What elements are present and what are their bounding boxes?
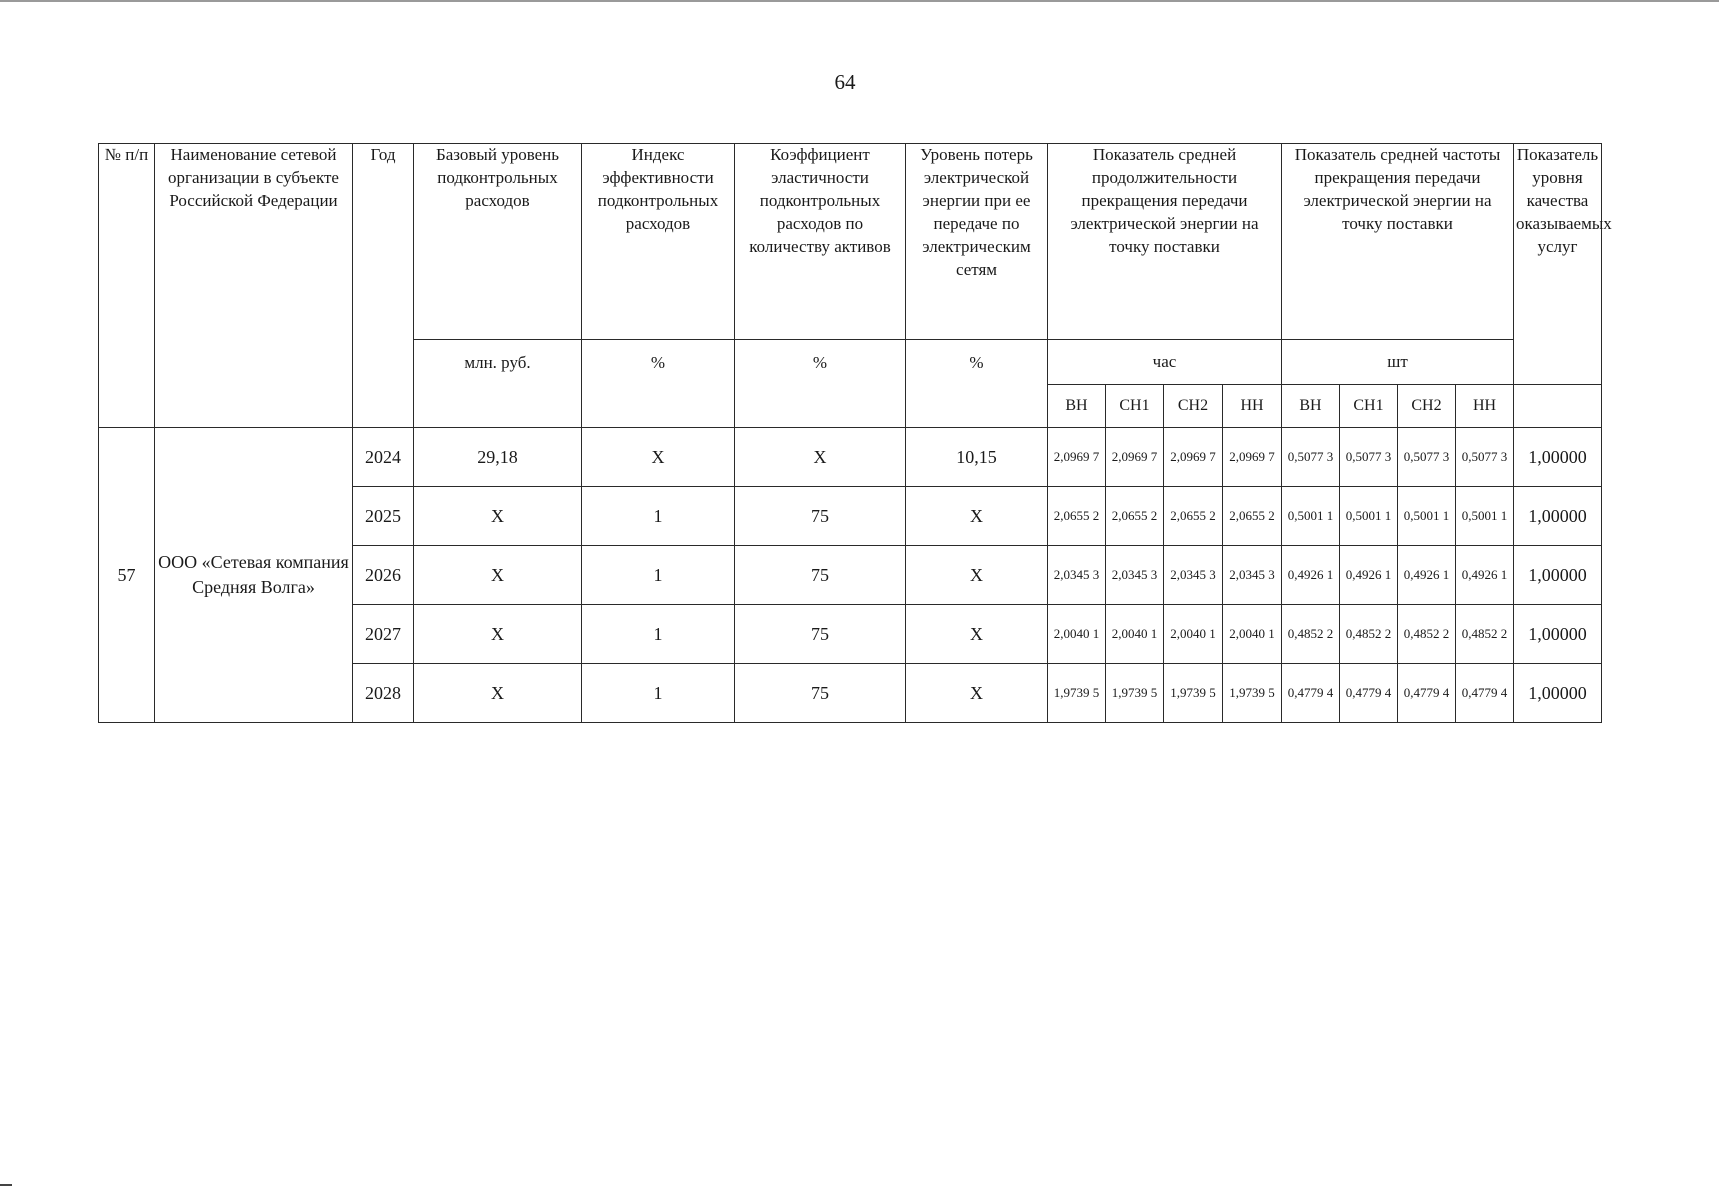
header-row	[99, 144, 1602, 340]
frequency-vn-cell: 0,4852 2	[1282, 605, 1340, 664]
voltage-dur-nn: НН	[1223, 385, 1282, 428]
header-duration-indicator: Показатель средней продолжительности прекращения передачи электрической энергии на точку поставки	[1048, 144, 1282, 340]
duration-sn1-cell: 2,0969 7	[1106, 428, 1164, 487]
header-year: Год	[353, 144, 414, 428]
unit-index: %	[582, 340, 735, 428]
row-number: 57	[99, 428, 155, 723]
index-cell: 1	[582, 546, 735, 605]
frequency-sn2-cell: 0,5077 3	[1398, 428, 1456, 487]
top-rule	[0, 0, 1719, 2]
duration-vn-cell: 2,0655 2	[1048, 487, 1106, 546]
frequency-nn-cell: 0,5077 3	[1456, 428, 1514, 487]
frequency-sn1-cell: 0,4852 2	[1340, 605, 1398, 664]
index-cell: 1	[582, 664, 735, 723]
frequency-sn2-cell: 0,4926 1	[1398, 546, 1456, 605]
frequency-sn1-cell: 0,5077 3	[1340, 428, 1398, 487]
header-organization: Наименование сетевой организации в субъекте Российской Федерации	[155, 144, 353, 428]
frequency-nn-cell: 0,4926 1	[1456, 546, 1514, 605]
loss-cell: 10,15	[906, 428, 1048, 487]
loss-cell: X	[906, 546, 1048, 605]
frequency-vn-cell: 0,5077 3	[1282, 428, 1340, 487]
header-quality-indicator: Показатель уровня качества оказываемых услуг	[1514, 144, 1602, 385]
voltage-freq-sn2: СН2	[1398, 385, 1456, 428]
table-row	[99, 428, 1602, 487]
index-cell: X	[582, 428, 735, 487]
loss-cell: X	[906, 664, 1048, 723]
frequency-sn2-cell: 0,4779 4	[1398, 664, 1456, 723]
duration-vn-cell: 2,0345 3	[1048, 546, 1106, 605]
duration-sn1-cell: 1,9739 5	[1106, 664, 1164, 723]
unit-frequency: шт	[1282, 340, 1514, 385]
unit-loss: %	[906, 340, 1048, 428]
duration-sn1-cell: 2,0655 2	[1106, 487, 1164, 546]
duration-nn-cell: 2,0655 2	[1223, 487, 1282, 546]
unit-base: млн. руб.	[414, 340, 582, 428]
frequency-sn2-cell: 0,4852 2	[1398, 605, 1456, 664]
page-number: 64	[834, 70, 856, 94]
index-cell: 1	[582, 487, 735, 546]
indicators-table	[98, 143, 1612, 723]
duration-sn2-cell: 2,0969 7	[1164, 428, 1223, 487]
year-cell: 2025	[353, 487, 414, 546]
frequency-sn2-cell: 0,5001 1	[1398, 487, 1456, 546]
index-cell: 1	[582, 605, 735, 664]
coef-cell: X	[735, 428, 906, 487]
header-elasticity-coefficient: Коэффициент эластичности подконтрольных расходов по количеству активов	[735, 144, 906, 340]
duration-nn-cell: 1,9739 5	[1223, 664, 1282, 723]
base-cell: 29,18	[414, 428, 582, 487]
duration-nn-cell: 2,0345 3	[1223, 546, 1282, 605]
base-cell: X	[414, 605, 582, 664]
frequency-vn-cell: 0,5001 1	[1282, 487, 1340, 546]
loss-cell: X	[906, 487, 1048, 546]
year-cell: 2028	[353, 664, 414, 723]
voltage-freq-nn: НН	[1456, 385, 1514, 428]
duration-sn1-cell: 2,0040 1	[1106, 605, 1164, 664]
quality-cell: 1,00000	[1514, 487, 1602, 546]
duration-vn-cell: 1,9739 5	[1048, 664, 1106, 723]
voltage-freq-vn: ВН	[1282, 385, 1340, 428]
coef-cell: 75	[735, 664, 906, 723]
quality-cell: 1,00000	[1514, 546, 1602, 605]
coef-cell: 75	[735, 605, 906, 664]
unit-duration: час	[1048, 340, 1282, 385]
unit-coef: %	[735, 340, 906, 428]
base-cell: X	[414, 546, 582, 605]
header-base-expenses: Базовый уровень подконтрольных расходов	[414, 144, 582, 340]
duration-vn-cell: 2,0040 1	[1048, 605, 1106, 664]
organization-name: ООО «Сетевая компания Средняя Волга»	[155, 428, 353, 723]
header-loss-level: Уровень потерь электрической энергии при ее передаче по электрическим сетям	[906, 144, 1048, 340]
duration-sn2-cell: 1,9739 5	[1164, 664, 1223, 723]
coef-cell: 75	[735, 546, 906, 605]
duration-nn-cell: 2,0040 1	[1223, 605, 1282, 664]
frequency-vn-cell: 0,4779 4	[1282, 664, 1340, 723]
frequency-sn1-cell: 0,5001 1	[1340, 487, 1398, 546]
quality-cell: 1,00000	[1514, 428, 1602, 487]
duration-vn-cell: 2,0969 7	[1048, 428, 1106, 487]
frequency-sn1-cell: 0,4779 4	[1340, 664, 1398, 723]
duration-sn2-cell: 2,0655 2	[1164, 487, 1223, 546]
year-cell: 2026	[353, 546, 414, 605]
header-efficiency-index: Индекс эффективности подконтрольных расходов	[582, 144, 735, 340]
header-num: № п/п	[99, 144, 155, 428]
frequency-vn-cell: 0,4926 1	[1282, 546, 1340, 605]
base-cell: X	[414, 664, 582, 723]
year-cell: 2027	[353, 605, 414, 664]
header-frequency-indicator: Показатель средней частоты прекращения передачи электрической энергии на точку поставки	[1282, 144, 1514, 340]
voltage-dur-sn2: СН2	[1164, 385, 1223, 428]
voltage-freq-sn1: СН1	[1340, 385, 1398, 428]
frequency-nn-cell: 0,4779 4	[1456, 664, 1514, 723]
duration-sn1-cell: 2,0345 3	[1106, 546, 1164, 605]
voltage-dur-sn1: СН1	[1106, 385, 1164, 428]
quality-cell: 1,00000	[1514, 664, 1602, 723]
quality-cell: 1,00000	[1514, 605, 1602, 664]
year-cell: 2024	[353, 428, 414, 487]
loss-cell: X	[906, 605, 1048, 664]
duration-sn2-cell: 2,0345 3	[1164, 546, 1223, 605]
edge-mark	[0, 1184, 12, 1186]
duration-nn-cell: 2,0969 7	[1223, 428, 1282, 487]
frequency-nn-cell: 0,4852 2	[1456, 605, 1514, 664]
duration-sn2-cell: 2,0040 1	[1164, 605, 1223, 664]
frequency-nn-cell: 0,5001 1	[1456, 487, 1514, 546]
voltage-dur-vn: ВН	[1048, 385, 1106, 428]
base-cell: X	[414, 487, 582, 546]
frequency-sn1-cell: 0,4926 1	[1340, 546, 1398, 605]
coef-cell: 75	[735, 487, 906, 546]
quality-empty-cell	[1514, 385, 1602, 428]
